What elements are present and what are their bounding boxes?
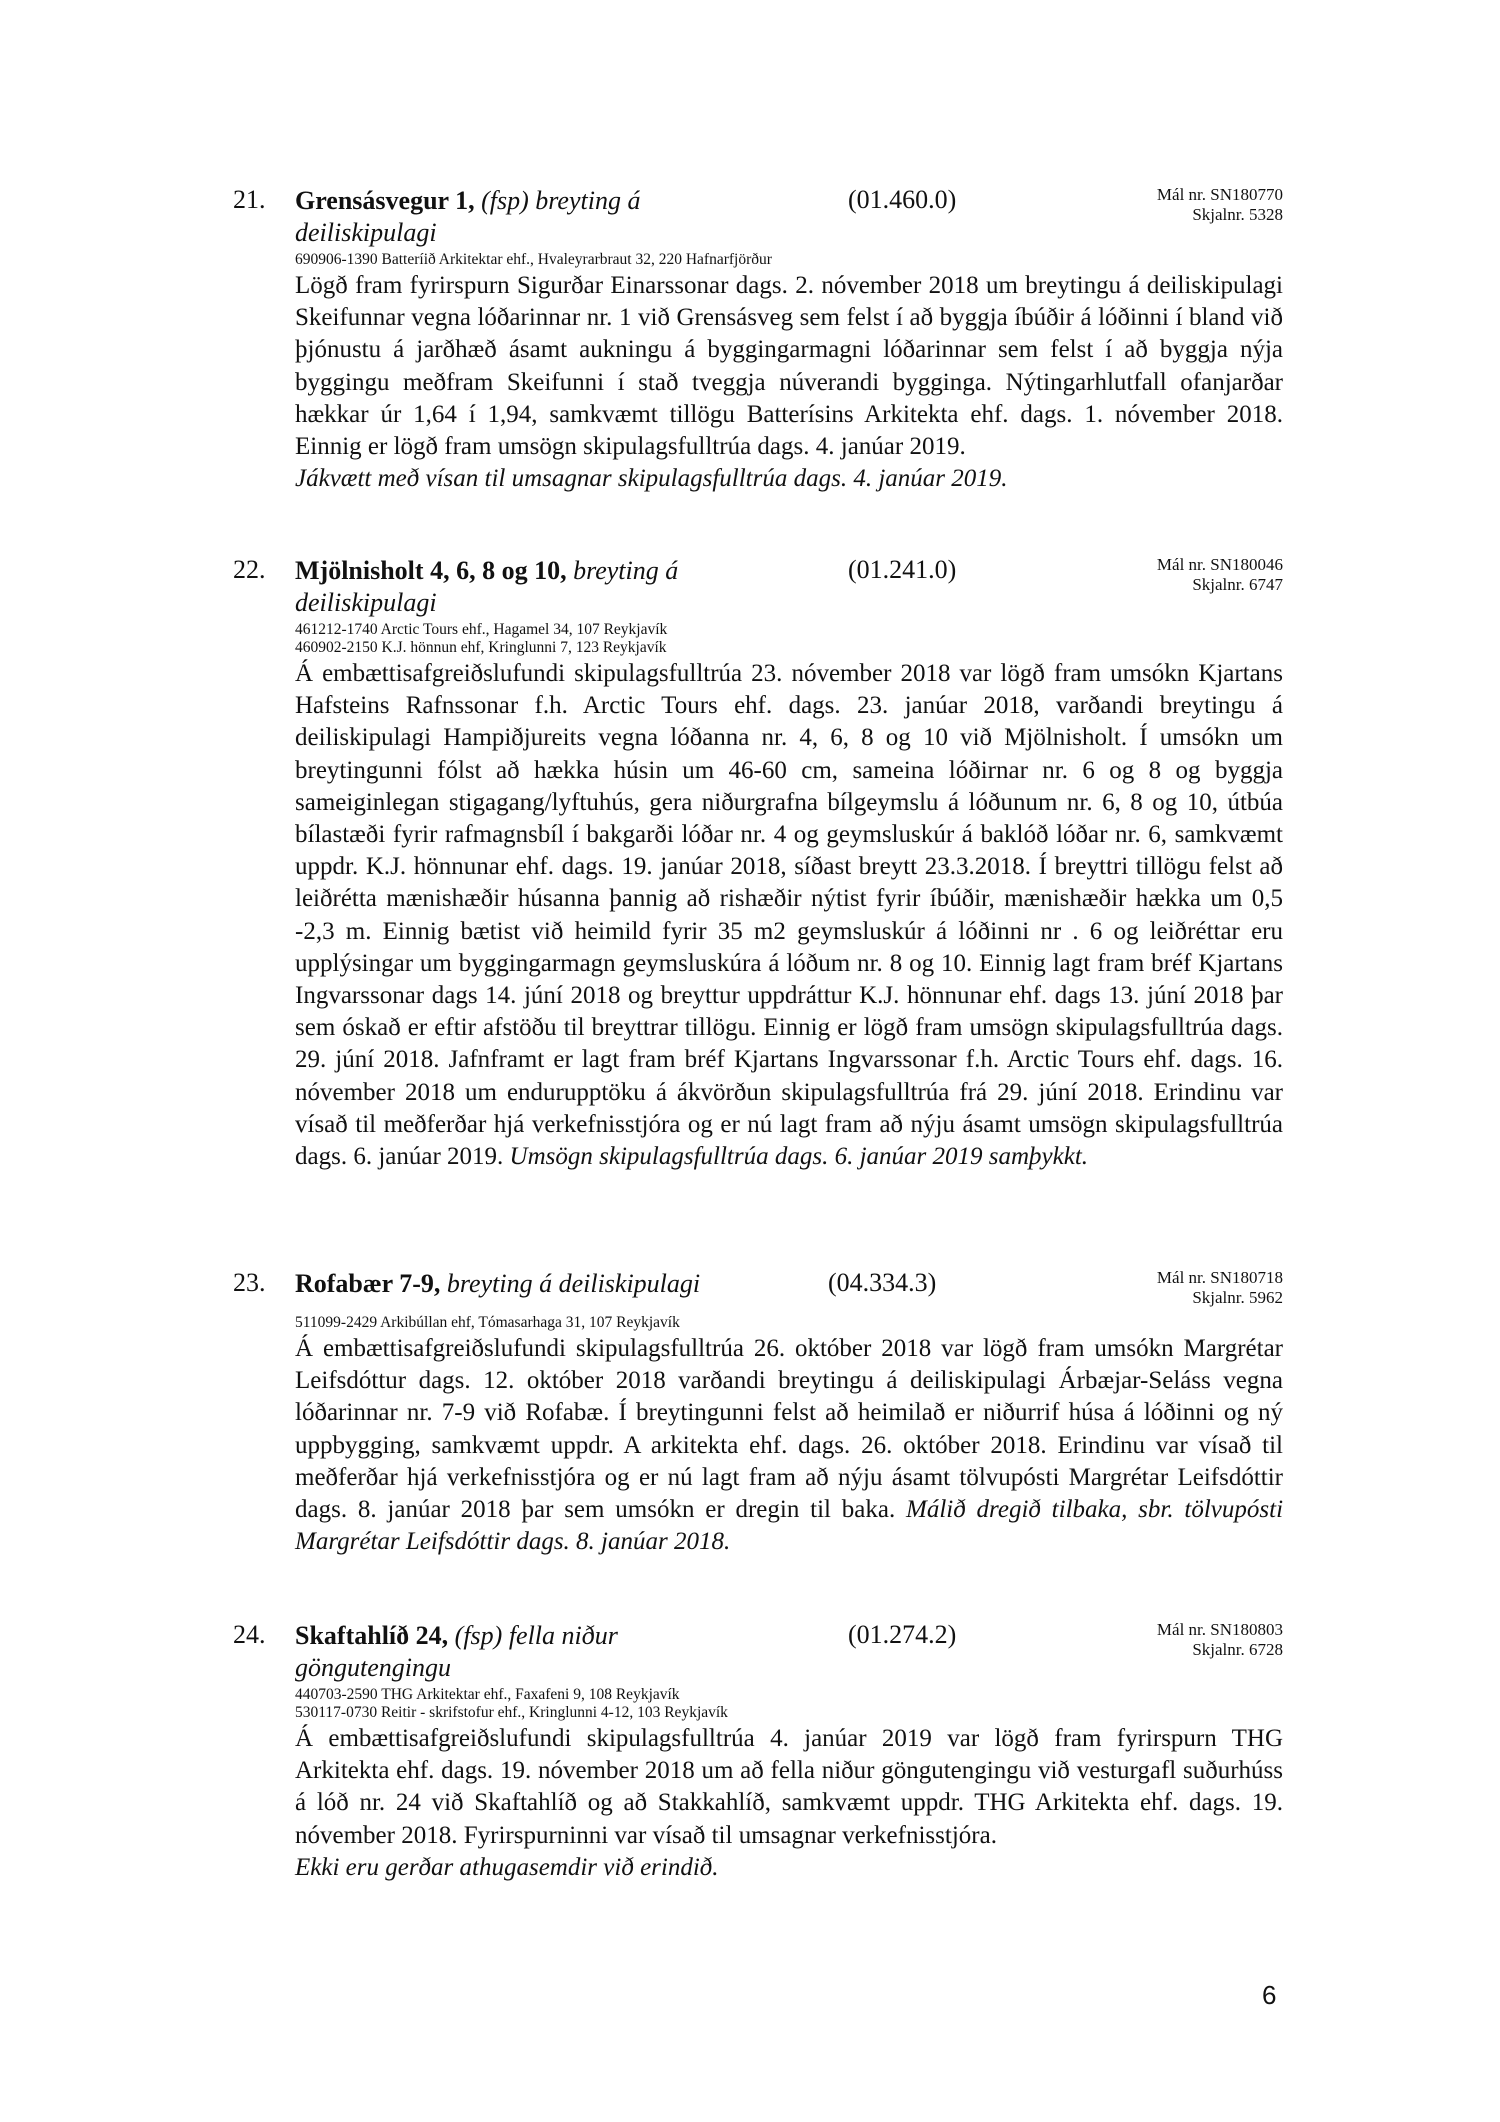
applicant-list xyxy=(295,251,1283,269)
case-number: Mál nr. SN180718 xyxy=(1156,1268,1283,1287)
item-body xyxy=(295,1333,1283,1558)
land-code: (01.241.0) xyxy=(848,555,957,584)
item-body xyxy=(295,1723,1283,1884)
item-street: Grensásvegur 1, xyxy=(295,186,475,215)
applicant-list xyxy=(295,621,1283,657)
case-number: Mál nr. SN180046 xyxy=(1156,555,1283,574)
item-decision: Málið dregið tilbaka, sbr. tölvupósti Margrétar Leifsdóttir dags. 8. janúar 2018. xyxy=(295,1496,1284,1556)
document-number: Skjalnr. 6747 xyxy=(1192,575,1283,594)
agenda-item xyxy=(233,555,1283,1173)
item-subtitle: breyting á deiliskipulagi xyxy=(295,556,679,617)
document-number: Skjalnr. 5328 xyxy=(1192,205,1283,224)
agenda-item xyxy=(233,185,1283,495)
applicant-line: 461212-1740 Arctic Tours ehf., Hagamel 34, 107 Reykjavík xyxy=(295,621,668,638)
item-street: Mjölnisholt 4, 6, 8 og 10, xyxy=(295,556,567,585)
item-number: 24. xyxy=(233,1620,266,1649)
applicant-list xyxy=(295,1686,1283,1722)
item-text xyxy=(295,1333,1283,1558)
item-title xyxy=(295,1620,695,1684)
applicant-line: 690906-1390 Batteríið Arkitektar ehf., Hvaleyrarbraut 32, 220 Hafnarfjörður xyxy=(295,251,772,268)
land-code: (01.274.2) xyxy=(848,1620,957,1649)
case-reference xyxy=(1157,1620,1283,1660)
item-decision: Umsögn skipulagsfulltrúa dags. 6. janúar 2019 samþykkt. xyxy=(509,1143,1089,1171)
item-header xyxy=(233,1620,1283,1686)
item-body xyxy=(295,270,1283,495)
item-title xyxy=(295,1268,855,1300)
item-header xyxy=(233,555,1283,621)
item-subtitle: (fsp) fella niður göngutengingu xyxy=(295,1621,618,1682)
item-body xyxy=(295,658,1283,1173)
item-title xyxy=(295,555,775,619)
item-decision: Jákvætt með vísan til umsagnar skipulagsfulltrúa dags. 4. janúar 2019. xyxy=(295,465,1008,493)
item-title xyxy=(295,185,775,249)
applicant-list xyxy=(295,1314,1283,1332)
land-code: (04.334.3) xyxy=(828,1268,937,1297)
applicant-line: 460902-2150 K.J. hönnun ehf, Kringlunni 7, 123 Reykjavík xyxy=(295,639,667,656)
document-number: Skjalnr. 6728 xyxy=(1192,1640,1283,1659)
item-decision: Ekki eru gerðar athugasemdir við erindið. xyxy=(295,1853,719,1881)
item-text: Lögð fram fyrirspurn Sigurðar Einarssonar dags. 2. nóvember 2018 um breytingu á deiliskipulagi Skeifunnar vegna lóðarinnar nr. 1 við Grensásveg sem felst í að byggja íbúðir á lóðinni í bland við þjónustu á jarðhæð ásamt aukningu á byggingarmagni lóðarinnar sem felst í að byggja nýja byggingu meðfram Skeifunni í stað tveggja núverandi bygginga. Nýtingarhlutfall ofanjarðar hækkar úr 1,64 í 1,94, samkvæmt tillögu Batterísins Arkitekta ehf. dags. 1. nóvember 2018. Einnig er lögð fram umsögn skipulagsfulltrúa dags. 4. janúar 2019. xyxy=(295,272,1283,461)
item-street: Skaftahlíð 24, xyxy=(295,1621,449,1650)
case-number: Mál nr. SN180803 xyxy=(1156,1620,1283,1639)
item-number: 21. xyxy=(233,185,266,214)
page-number: 6 xyxy=(1262,1980,1277,2010)
case-reference xyxy=(1157,555,1283,595)
agenda-item xyxy=(233,1620,1283,1884)
case-reference xyxy=(1157,1268,1283,1308)
land-code: (01.460.0) xyxy=(848,185,957,214)
item-header xyxy=(233,185,1283,251)
document-number: Skjalnr. 5962 xyxy=(1192,1288,1283,1307)
item-street: Rofabær 7-9, xyxy=(295,1269,441,1298)
item-text xyxy=(295,658,1283,1173)
item-text-main: Á embættisafgreiðslufundi skipulagsfulltrúa 23. nóvember 2018 var lögð fram umsókn Kjartans Hafsteins Rafnssonar f.h. Arctic Tours ehf. dags. 23. janúar 2018, varðandi breytingu á deiliskipulagi Hampiðjureits vegna lóðanna nr. 4, 6, 8 og 10 við Mjölnisholt. Í umsókn um breytingunni fólst að hækka húsin um 46-60 cm, sameina lóðirnar nr. 6 og 8 og byggja sameiginlegan stigagang/lyftuhús, gera niðurgrafna bílgeymslu á lóðunum nr. 6, 8 og 10, útbúa bílastæði fyrir rafmagnsbíl í bakgarði lóðar nr. 4 og geymsluskúr á baklóð lóðar nr. 6, samkvæmt uppdr. K.J. hönnunar ehf. dags. 19. janúar 2018, síðast breytt 23.3.2018. Í breyttri tillögu felst að leiðrétta mænishæðir húsanna þannig að rishæðir nýtist fyrir íbúðir, mænishæðir hækka um 0,5 -2,3 m. Einnig bætist við heimild fyrir 35 m2 geymsluskúr á lóðinni nr . 6 og leiðréttar eru upplýsingar um byggingarmagn geymsluskúra á lóðum nr. 8 og 10. Einnig lagt fram bréf Kjartans Ingvarssonar dags 14. júní 2018 og breyttur uppdráttur K.J. hönnunar ehf. dags 13. júní 2018 þar sem óskað er eftir afstöðu til breyttrar tillögu. Einnig er lögð fram umsögn skipulagsfulltrúa dags. 29. júní 2018. Jafnframt er lagt fram bréf Kjartans Ingvarssonar f.h. Arctic Tours ehf. dags. 16. nóvember 2018 um endurupptöku á ákvörðun skipulagsfulltrúa frá 29. júní 2018. Erindinu var vísað til meðferðar hjá verkefnisstjóra og er nú lagt fram að nýju ásamt umsögn skipulagsfulltrúa dags. 6. janúar 2019. xyxy=(295,660,1283,1171)
item-number: 22. xyxy=(233,555,266,584)
case-number: Mál nr. SN180770 xyxy=(1156,185,1283,204)
item-subtitle: breyting á deiliskipulagi xyxy=(446,1269,701,1298)
applicant-line: 440703-2590 THG Arkitektar ehf., Faxafeni 9, 108 Reykjavík xyxy=(295,1686,680,1703)
applicant-line: 511099-2429 Arkibúllan ehf, Tómasarhaga 31, 107 Reykjavík xyxy=(295,1314,680,1331)
item-number: 23. xyxy=(233,1268,266,1297)
item-text: Á embættisafgreiðslufundi skipulagsfulltrúa 4. janúar 2019 var lögð fram fyrirspurn THG Arkitekta ehf. dags. 19. nóvember 2018 um að fella niður göngutengingu við vesturgafl suðurhúss á lóð nr. 24 við Skaftahlíð og að Stakkahlíð, samkvæmt uppdr. THG Arkitekta ehf. dags. 19. nóvember 2018. Fyrirspurninni var vísað til umsagnar verkefnisstjóra. xyxy=(295,1725,1283,1849)
item-text-main: Á embættisafgreiðslufundi skipulagsfulltrúa 26. október 2018 var lögð fram umsókn Margrétar Leifsdóttur dags. 12. október 2018 varðandi breytingu á deiliskipulagi Árbæjar-Seláss vegna lóðarinnar nr. 7-9 við Rofabæ. Í breytingunni felst að heimilað er niðurrif húsa á lóðinni og ný uppbygging, samkvæmt uppdr. A arkitekta ehf. dags. 26. október 2018. Erindinu var vísað til meðferðar hjá verkefnisstjóra og er nú lagt fram að nýju ásamt tölvupósti Margrétar Leifsdóttir dags. 8. janúar 2018 þar sem umsókn er dregin til baka. xyxy=(295,1335,1283,1524)
case-reference xyxy=(1157,185,1283,225)
applicant-line: 530117-0730 Reitir - skrifstofur ehf., Kringlunni 4-12, 103 Reykjavík xyxy=(295,1704,728,1721)
item-header xyxy=(233,1268,1283,1314)
agenda-item xyxy=(233,1268,1283,1558)
item-subtitle: (fsp) breyting á deiliskipulagi xyxy=(295,186,641,247)
